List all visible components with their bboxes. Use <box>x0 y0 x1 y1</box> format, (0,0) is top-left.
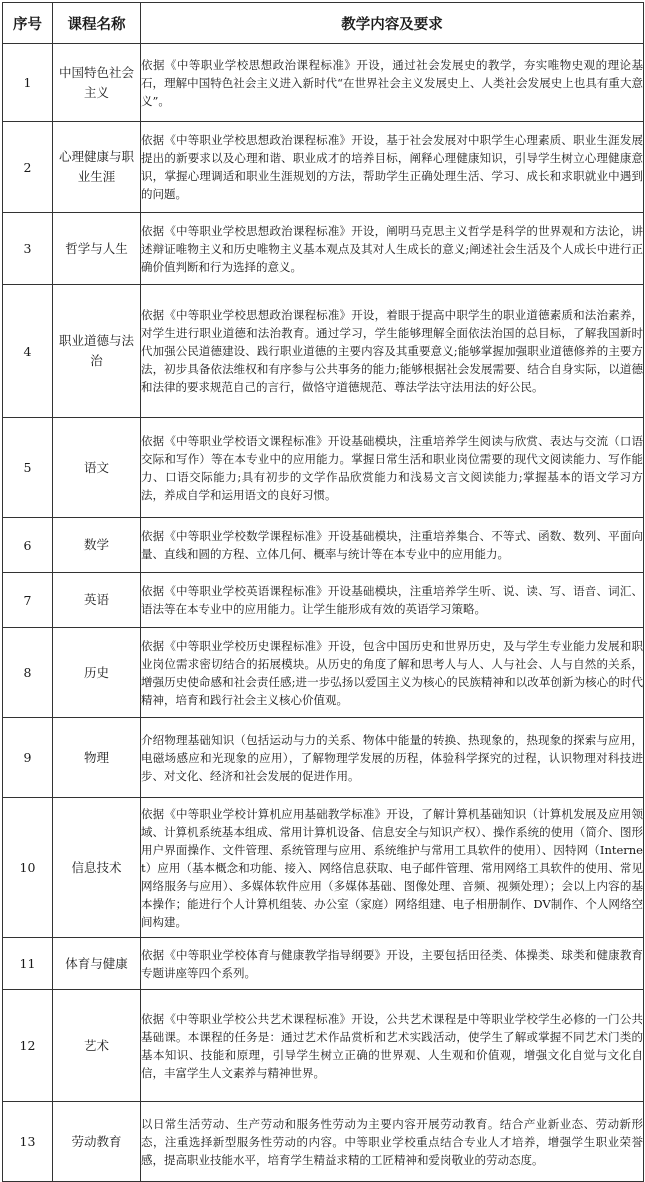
table-row <box>3 628 644 718</box>
course-description: 介绍物理基础知识（包括运动与力的关系、物体中能量的转换、热现象的，热现象的探索与应用，电磁场感应和光现象的应用），了解物理学发展的历程，体验科学探究的过程，认识物理对科技进步、对文化、经济和社会发展的促进作用。 <box>141 718 644 798</box>
course-name: 英语 <box>53 573 141 628</box>
course-description: 依据《中等职业学校体育与健康教学指导纲要》开设，主要包括田径类、体操类、球类和健康教育专题讲座等四个系列。 <box>141 938 644 990</box>
course-description: 依据《中等职业学校计算机应用基础教学标准》开设，了解计算机基础知识（计算机发展及应用领域、计算机系统基本组成、常用计算机设备、信息安全与知识产权）、操作系统的使用（简介、图形用户界面操作、文件管理、系统管理与应用、系统维护与常用工具软件的使用）、因特网（Internet）应用（基本概念和功能、接入、网络信息获取、电子邮件管理、常用网络工具软件的使用、常见网络服务与应用）、多媒体软件应用（多媒体基础、图像处理、音频、视频处理）；会以上内容的基本操作；能进行个人计算机组装、办公室（家庭）网络组建、电子相册制作、DV制作、个人网络空间构建。 <box>141 798 644 938</box>
course-description: 依据《中等职业学校思想政治课程标准》开设，阐明马克思主义哲学是科学的世界观和方法论，讲述辩证唯物主义和历史唯物主义基本观点及其对人生成长的意义;阐述社会生活及个人成长中进行正确价值判断和行为选择的意义。 <box>141 213 644 285</box>
course-description: 以日常生活劳动、生产劳动和服务性劳动为主要内容开展劳动教育。结合产业新业态、劳动新形态，注重选择新型服务性劳动的内容。中等职业学校重点结合专业人才培养，增强学生职业荣誉感，提高职业技能水平，培育学生精益求精的工匠精神和爱岗敬业的劳动态度。 <box>141 1102 644 1182</box>
course-description: 依据《中等职业学校语文课程标准》开设基础模块，注重培养学生阅读与欣赏、表达与交流（口语交际和写作）等在本专业中的应用能力。掌握日常生活和职业岗位需要的现代文阅读能力、写作能力、口语交际能力;具有初步的文学作品欣赏能力和浅易文言文阅读能力;掌握基本的语文学习方法，养成自学和运用语文的良好习惯。 <box>141 418 644 518</box>
course-name: 心理健康与职业生涯 <box>53 122 141 213</box>
table-header-row <box>3 3 644 44</box>
header-course-name: 课程名称 <box>53 3 141 44</box>
course-name: 信息技术 <box>53 798 141 938</box>
course-name: 物理 <box>53 718 141 798</box>
table-row <box>3 938 644 990</box>
course-name: 体育与健康 <box>53 938 141 990</box>
row-number: 12 <box>3 990 53 1102</box>
course-description: 依据《中等职业学校思想政治课程标准》开设，通过社会发展史的教学，夯实唯物史观的理论基石，理解中国特色社会主义进入新时代“在世界社会主义发展史上、人类社会发展史上也具有重大意义”。 <box>141 44 644 122</box>
table-row <box>3 44 644 122</box>
course-name: 艺术 <box>53 990 141 1102</box>
row-number: 4 <box>3 285 53 418</box>
course-description: 依据《中等职业学校历史课程标准》开设，包含中国历史和世界历史，及与学生专业能力发展和职业岗位需求密切结合的拓展模块。从历史的角度了解和思考人与人、人与社会、人与自然的关系，增强历史使命感和社会责任感;进一步弘扬以爱国主义为核心的民族精神和以改革创新为核心的时代精神，培育和践行社会主义核心价值观。 <box>141 628 644 718</box>
table-row <box>3 122 644 213</box>
row-number: 1 <box>3 44 53 122</box>
course-name: 数学 <box>53 518 141 573</box>
table-row <box>3 518 644 573</box>
course-description: 依据《中等职业学校思想政治课程标准》开设，着眼于提高中职学生的职业道德素质和法治素养，对学生进行职业道德和法治教育。通过学习，学生能够理解全面依法治国的总目标，了解我国新时代加强公民道德建设、践行职业道德的主要内容及其重要意义;能够掌握加强职业道德修养的主要方法，初步具备依法维权和有序参与公共事务的能力;能够根据社会发展需要、结合自身实际，以道德和法律的要求规范自己的言行，做恪守道德规范、尊法学法守法用法的好公民。 <box>141 285 644 418</box>
row-number: 10 <box>3 798 53 938</box>
table-row <box>3 213 644 285</box>
header-content: 教学内容及要求 <box>141 3 644 44</box>
course-description: 依据《中等职业学校思想政治课程标准》开设，基于社会发展对中职学生心理素质、职业生涯发展提出的新要求以及心理和谐、职业成才的培养目标，阐释心理健康知识，引导学生树立心理健康意识，掌握心理调适和职业生涯规划的方法，帮助学生正确处理生活、学习、成长和求职就业中遇到的问题。 <box>141 122 644 213</box>
course-name: 劳动教育 <box>53 1102 141 1182</box>
course-description: 依据《中等职业学校英语课程标准》开设基础模块，注重培养学生听、说、读、写、语音、词汇、语法等在本专业中的应用能力。让学生能形成有效的英语学习策略。 <box>141 573 644 628</box>
table-row <box>3 990 644 1102</box>
course-description: 依据《中等职业学校公共艺术课程标准》开设，公共艺术课程是中等职业学校学生必修的一门公共基础课。本课程的任务是：通过艺术作品赏析和艺术实践活动，使学生了解或掌握不同艺术门类的基本知识、技能和原理，引导学生树立正确的世界观、人生观和价值观，增强文化自觉与文化自信，丰富学生人文素养与精神世界。 <box>141 990 644 1102</box>
row-number: 9 <box>3 718 53 798</box>
table-row <box>3 1102 644 1182</box>
table-row <box>3 418 644 518</box>
course-name: 历史 <box>53 628 141 718</box>
course-name: 中国特色社会主义 <box>53 44 141 122</box>
course-description: 依据《中等职业学校数学课程标准》开设基础模块，注重培养集合、不等式、函数、数列、平面向量、直线和圆的方程、立体几何、概率与统计等在本专业中的应用能力。 <box>141 518 644 573</box>
table-row <box>3 285 644 418</box>
course-name: 职业道德与法治 <box>53 285 141 418</box>
row-number: 11 <box>3 938 53 990</box>
course-name: 语文 <box>53 418 141 518</box>
table-row <box>3 718 644 798</box>
table-row <box>3 573 644 628</box>
course-name: 哲学与人生 <box>53 213 141 285</box>
row-number: 3 <box>3 213 53 285</box>
table-row <box>3 798 644 938</box>
row-number: 13 <box>3 1102 53 1182</box>
row-number: 2 <box>3 122 53 213</box>
row-number: 8 <box>3 628 53 718</box>
curriculum-table <box>2 2 644 1182</box>
row-number: 5 <box>3 418 53 518</box>
row-number: 7 <box>3 573 53 628</box>
header-number: 序号 <box>3 3 53 44</box>
row-number: 6 <box>3 518 53 573</box>
